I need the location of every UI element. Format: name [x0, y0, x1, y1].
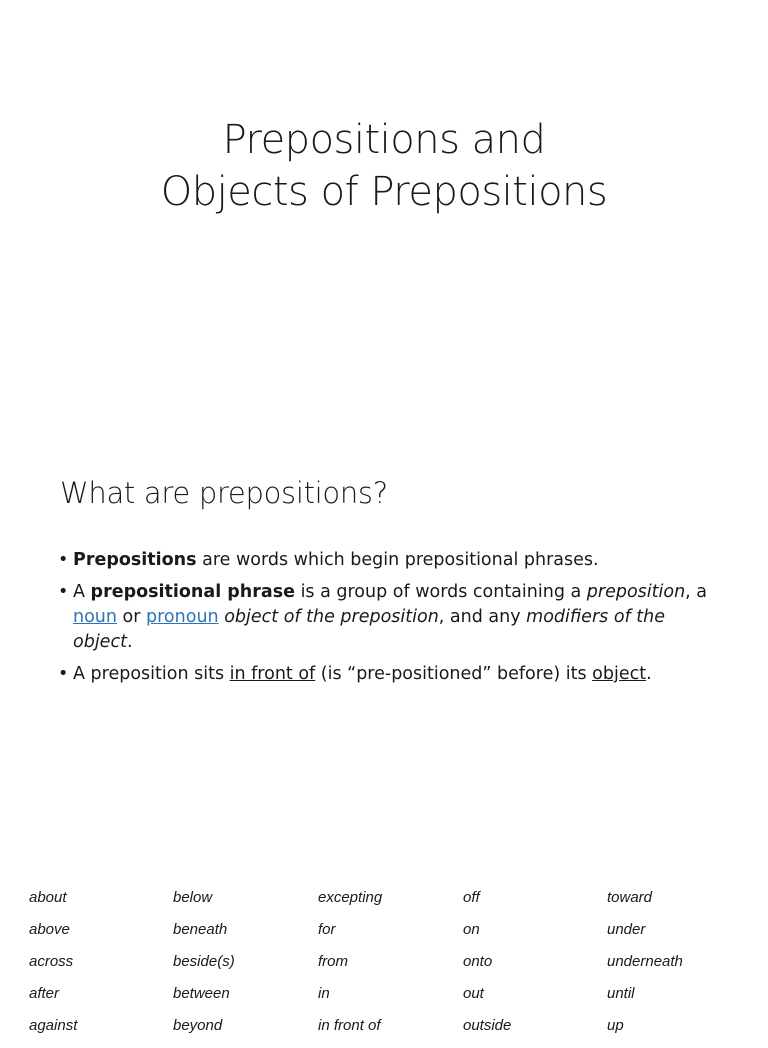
bullet-list [58, 548, 718, 694]
definition-slide [0, 440, 768, 824]
preposition-word: underneath [607, 953, 683, 970]
preposition-word: between [173, 985, 230, 1002]
preposition-word: in [318, 985, 330, 1002]
slide-heading: What are prepositions? [60, 476, 388, 510]
slide-title [0, 114, 768, 218]
bullet-text: , a [685, 582, 708, 602]
bullet-item-3 [58, 662, 718, 687]
title-line-1: Prepositions and [222, 117, 546, 163]
bullet-icon: • [58, 664, 69, 684]
pronoun-link[interactable]: pronoun [146, 607, 219, 627]
preposition-word: across [29, 953, 74, 970]
bullet-text: . [126, 632, 133, 652]
preposition-word: under [607, 921, 646, 938]
preposition-word: toward [607, 889, 653, 906]
preposition-word: outside [463, 1017, 512, 1034]
bold-term: prepositional phrase [90, 582, 295, 602]
bullet-item-1 [58, 548, 718, 573]
preposition-word: below [173, 889, 213, 906]
bullet-text: (is “pre-positioned” before) its [315, 664, 593, 684]
italic-term: object of the preposition [224, 607, 439, 627]
italic-term: preposition [586, 582, 686, 602]
bullet-icon: • [58, 550, 69, 570]
preposition-word: up [607, 1017, 624, 1034]
preposition-word: until [607, 985, 635, 1002]
title-line-2: Objects of Prepositions [160, 169, 608, 215]
bullet-text: A [73, 582, 91, 602]
bullet-item-2 [58, 580, 718, 655]
preposition-word: after [29, 985, 60, 1002]
preposition-word: beyond [173, 1017, 223, 1034]
bullet-text: , and any [438, 607, 527, 627]
bullet-icon: • [58, 582, 69, 602]
bullet-text: . [646, 664, 652, 684]
preposition-word: off [463, 889, 480, 906]
bullet-text: is a group of words containing a [295, 582, 587, 602]
preposition-word: onto [463, 953, 493, 970]
italic-term: modifiers of the object [73, 607, 665, 652]
preposition-word: beside(s) [173, 953, 235, 970]
title-slide [0, 0, 768, 440]
bullet-text: A preposition sits [73, 664, 230, 684]
underlined-term: in front of [229, 664, 316, 684]
preposition-word: for [318, 921, 336, 938]
bold-term: Prepositions [73, 550, 197, 570]
preposition-word: about [29, 889, 67, 906]
underlined-term: object [592, 664, 647, 684]
noun-link[interactable]: noun [73, 607, 117, 627]
preposition-word: against [29, 1017, 78, 1034]
preposition-word: excepting [318, 889, 383, 906]
preposition-list-slide [0, 824, 768, 1034]
preposition-word: from [318, 953, 348, 970]
bullet-text: are words which begin prepositional phrases. [196, 550, 599, 570]
preposition-word: beneath [173, 921, 228, 938]
bullet-text: or [116, 607, 147, 627]
preposition-word: above [29, 921, 70, 938]
preposition-word: in front of [318, 1017, 381, 1034]
preposition-word-grid [29, 888, 751, 1048]
preposition-word: on [463, 921, 480, 938]
preposition-word: out [463, 985, 484, 1002]
